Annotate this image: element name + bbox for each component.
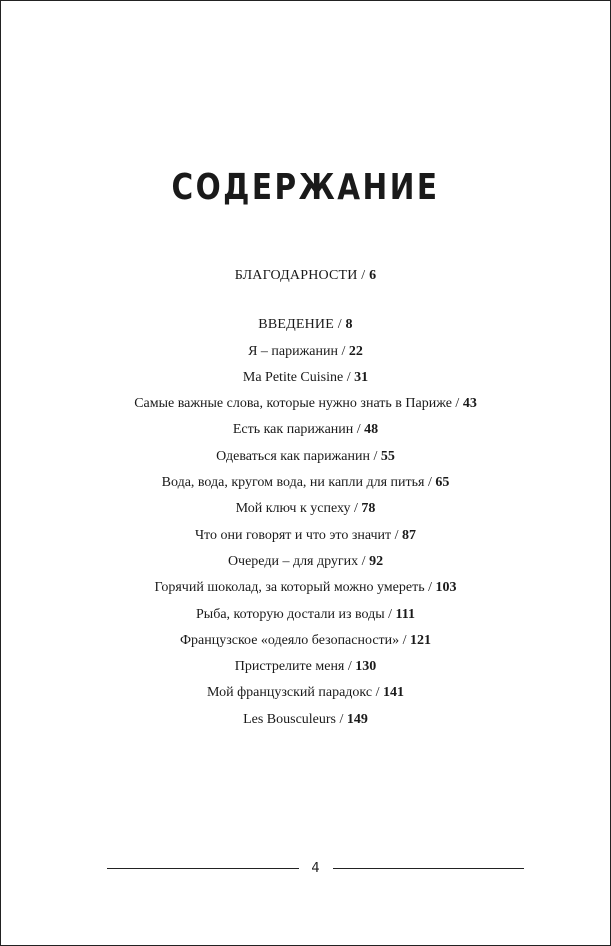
toc-page-number: 22 [348,343,363,359]
toc-page-number: 55 [380,448,395,464]
toc-entry [1,549,610,575]
footer-rule-left [107,868,299,869]
toc-entry-label: Я – парижанин [248,343,338,359]
toc-separator: / [384,606,396,622]
toc-entry [1,470,610,496]
toc-entry-label: Рыба, которую достали из воды [196,606,385,622]
toc-separator: / [353,422,365,438]
toc-entry-acknowledgements [1,263,610,289]
toc-entry [1,680,610,706]
toc-entry-label: Мой французский парадокс [207,685,373,701]
toc-entry-label: ВВЕДЕНИЕ [258,317,334,333]
toc-separator: / [391,527,403,543]
page-footer [107,857,524,879]
toc-separator: / [357,268,370,283]
toc-entry-introduction [1,312,610,338]
footer-rule-right [333,868,525,869]
toc-page-number: 31 [354,369,369,385]
toc-entry-label: Горячий шоколад, за который можно умереть [154,580,425,596]
toc-page-number: 130 [355,659,377,675]
toc-separator: / [344,659,356,675]
toc-entry [1,575,610,601]
toc-entry [1,365,610,391]
toc-separator: / [358,553,370,569]
toc-entry-label: Вода, вода, кругом вода, ни капли для питья [161,475,425,491]
toc-separator: / [399,632,411,648]
toc-entry [1,707,610,733]
toc-page-number: 92 [369,553,384,569]
toc-entry [1,339,610,365]
toc-separator: / [336,711,347,727]
toc-entry-label: Les Bousculeurs [243,711,337,727]
toc-separator: / [451,396,463,412]
toc-entry [1,523,610,549]
toc-entry-label: Ma Petite Cuisine [242,369,344,385]
toc-page-number: 111 [395,606,415,622]
toc-entry [1,417,610,443]
toc-separator: / [350,501,362,517]
table-of-contents [1,263,610,733]
page-title: СОДЕРЖАНИЕ [171,167,440,208]
toc-entry-label: Самые важные слова, которые нужно знать в Париже [134,396,452,412]
toc-page-number: 87 [402,527,417,543]
toc-separator: / [424,580,436,596]
toc-separator: / [424,475,436,491]
page-number: 4 [311,860,320,876]
toc-entry [1,628,610,654]
toc-gap [1,289,610,312]
toc-entry-label: БЛАГОДАРНОСТИ [234,268,358,283]
toc-entry-label: Очереди – для других [227,553,359,569]
toc-page-number: 48 [364,422,379,438]
toc-separator: / [343,369,355,385]
toc-page-number: 149 [346,711,368,727]
toc-page-number: 6 [369,268,377,283]
toc-entry [1,391,610,417]
toc-separator: / [369,448,381,464]
toc-entry-label: Одеваться как парижанин [216,448,370,464]
toc-entry [1,602,610,628]
toc-entry-label: Пристрелите меня [234,659,345,675]
toc-entry-label: Что они говорят и что это значит [194,527,392,543]
toc-page-number: 121 [410,632,432,648]
toc-page-number: 78 [361,501,376,517]
toc-page-number: 8 [345,317,353,333]
toc-separator: / [334,317,346,333]
toc-entry-label: Французское «одеяло безопасности» [179,632,400,648]
toc-entry-label: Есть как парижанин [232,422,354,438]
toc-entry [1,444,610,470]
toc-entry-label: Мой ключ к успеху [235,501,351,517]
toc-page-number: 103 [435,580,457,596]
toc-separator: / [372,685,383,701]
toc-separator: / [338,343,349,359]
toc-page-number: 43 [462,396,477,412]
toc-page-number: 141 [383,685,404,701]
toc-entry [1,496,610,522]
toc-entry [1,654,610,680]
toc-page-number: 65 [435,475,450,491]
